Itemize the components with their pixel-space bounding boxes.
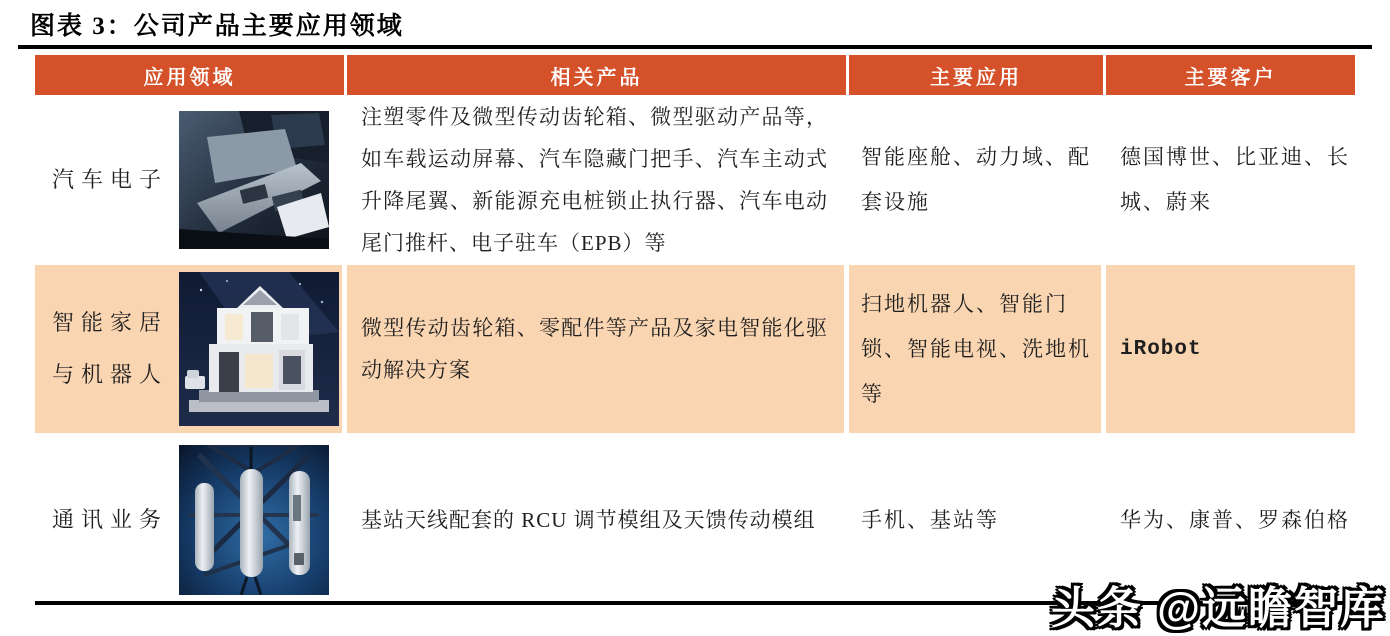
applications-table (35, 55, 1355, 607)
table-row-smart-home (35, 265, 1355, 433)
area-label: 智能家居与机器人 (51, 310, 168, 387)
car-tailgate-actuator-image (179, 111, 329, 249)
header-application-area: 应用领域 (35, 55, 347, 95)
table-header-row (35, 55, 1355, 95)
customers-cell: 德国博世、比亚迪、长城、蔚来 (1120, 145, 1350, 214)
applications-cell: 扫地机器人、智能门锁、智能电视、洗地机等 (849, 265, 1106, 433)
watermark: 头条 @远瞻智库 (1050, 584, 1386, 633)
header-related-products: 相关产品 (347, 55, 849, 95)
header-main-applications: 主要应用 (849, 55, 1106, 95)
applications-cell: 智能座舱、动力域、配套设施 (849, 95, 1106, 265)
customers-cell: 华为、康普、罗森伯格 (1120, 507, 1350, 532)
area-label: 汽车电子 (51, 167, 168, 192)
applications-cell: 手机、基站等 (849, 433, 1106, 607)
products-cell: 基站天线配套的 RCU 调节模组及天馈传动模组 (347, 433, 849, 607)
products-cell: 注塑零件及微型传动齿轮箱、微型驱动产品等，如车载运动屏幕、汽车隐藏门把手、汽车主动式升降尾翼、新能源充电桩锁止执行器、汽车电动尾门推杆、电子驻车（EPB）等 (347, 95, 849, 265)
base-station-antenna-image (179, 445, 329, 595)
header-main-customers: 主要客户 (1106, 55, 1355, 95)
products-cell: 微型传动齿轮箱、零配件等产品及家电智能化驱动解决方案 (347, 265, 849, 433)
area-cell (35, 433, 347, 607)
table-row-automotive (35, 95, 1355, 265)
figure-title: 图表 3：公司产品主要应用领域 (30, 13, 404, 40)
title-divider (18, 45, 1372, 49)
area-cell (35, 265, 347, 433)
customers-cell: iRobot (1106, 265, 1355, 433)
smart-home-model-house-image (179, 272, 339, 426)
area-cell (35, 95, 347, 265)
area-label: 通讯业务 (51, 507, 168, 532)
